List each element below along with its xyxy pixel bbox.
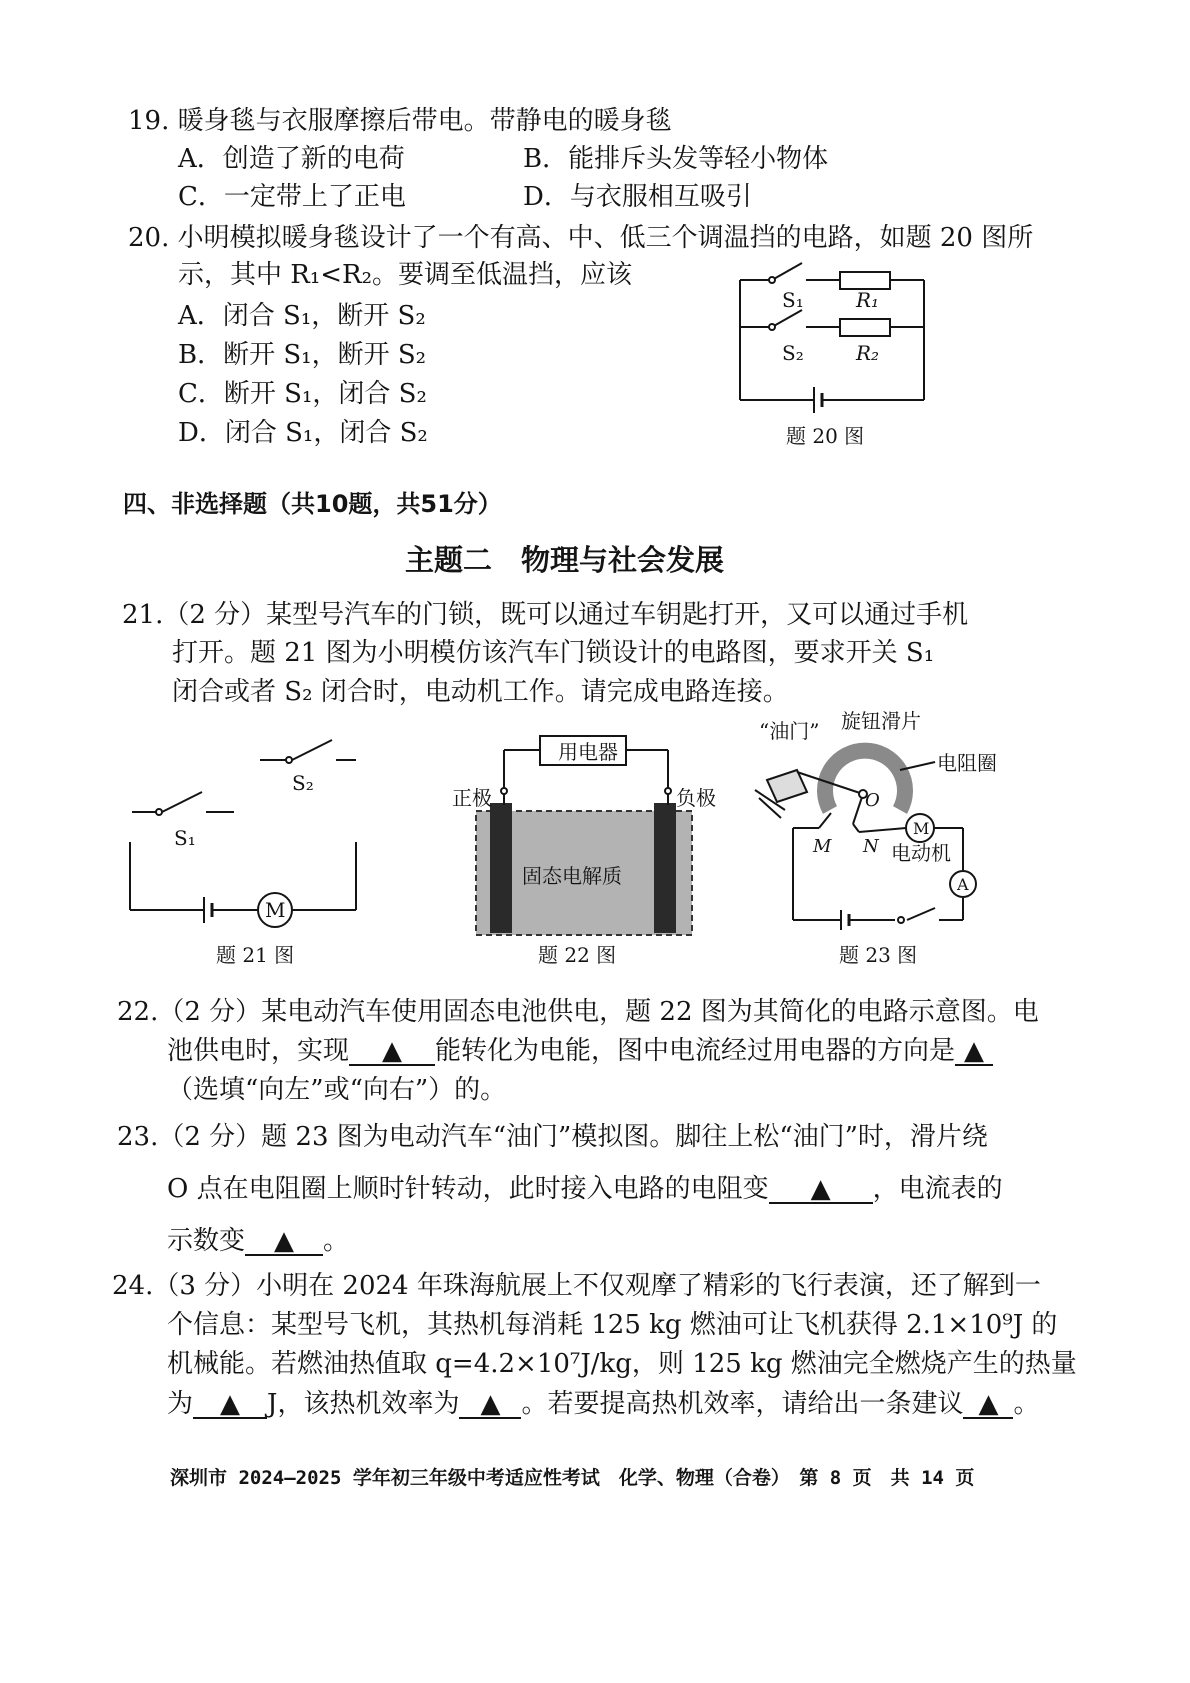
fig22-positive-label: 正极: [452, 786, 492, 810]
q19-option-c: C．一定带上了正电: [178, 182, 406, 212]
fig20-s2-label: S₂: [782, 341, 804, 365]
fig20-s1-label: S₁: [782, 288, 804, 312]
q20-stem-line1: 20. 小明模拟暖身毯设计了一个有高、中、低三个调温挡的电路，如题 20 图所: [128, 223, 1034, 253]
positive-electrode: [490, 803, 512, 933]
q21-line1: 21.（2 分）某型号汽车的门锁，既可以通过车钥匙打开，又可以通过手机: [122, 600, 969, 630]
fig23-coil-label: 电阻圈: [937, 751, 997, 775]
q23-line3-part2: 。: [323, 1226, 350, 1256]
q23-line3: [167, 1220, 349, 1257]
q23-line3-part1: 示数变: [167, 1226, 246, 1256]
fig23-motor-symbol: M: [913, 819, 930, 838]
s1-contact-icon: [156, 809, 162, 815]
fig22-appliance-label: 用电器: [558, 740, 618, 764]
q22-line2-part2: 能转化为电能，图中电流经过用电器的方向是: [435, 1036, 956, 1066]
fig22-electrolyte-label: 固态电解质: [522, 864, 622, 888]
fig23-motor-label: 电动机: [891, 841, 951, 865]
section-4-heading: 四、非选择题（共10题，共51分）: [123, 490, 502, 518]
page-footer: 深圳市 2024—2025 学年初三年级中考适应性考试 化学、物理（合卷） 第 8 页 共 14 页: [170, 1467, 975, 1489]
q24-answer-blank-2: ▲: [459, 1391, 521, 1419]
fig23-m-label: M: [813, 836, 832, 857]
s2-contact-icon: [286, 757, 292, 763]
q21-line3: 闭合或者 S₂ 闭合时，电动机工作。请完成电路连接。: [172, 677, 789, 707]
fig23-n-label: N: [863, 836, 879, 857]
fig22-caption: 题 22 图: [538, 943, 617, 967]
s2-contact-icon: [769, 324, 775, 330]
fig21-caption: 题 21 图: [216, 943, 295, 967]
fig23-ammeter-symbol: A: [957, 875, 969, 894]
q19-option-a: A．创造了新的电荷: [178, 144, 405, 174]
q23-line2: [167, 1168, 1003, 1205]
figure-21-circuit: [120, 730, 380, 975]
fig21-s1-label: S₁: [174, 826, 196, 850]
q20-stem-line2: 示，其中 R₁<R₂。要调至低温挡，应该: [178, 260, 633, 290]
fig23-throttle-label: “油门”: [759, 719, 820, 743]
q23-line2-part1: O 点在电阻圈上顺时针转动，此时接入电路的电阻变: [167, 1174, 769, 1204]
q24-line3: 机械能。若燃油热值取 q=4.2×10⁷J/kg，则 125 kg 燃油完全燃烧产生的热量: [167, 1349, 1077, 1379]
q23-line1: 23.（2 分）题 23 图为电动汽车“油门”模拟图。脚往上松“油门”时，滑片绕: [117, 1122, 988, 1152]
q24-answer-blank-3: ▲: [963, 1391, 1013, 1419]
fig20-r1-label: R₁: [856, 288, 880, 312]
figure-23-throttle: [745, 700, 1035, 975]
q24-answer-blank-1: ▲: [193, 1391, 267, 1419]
q23-answer-blank-2: ▲: [245, 1228, 323, 1256]
switch-contact-icon: [898, 917, 904, 923]
theme-heading: 主题二 物理与社会发展: [405, 543, 725, 577]
q24-line4-part1: 为: [167, 1389, 194, 1419]
q20-option-b: B．断开 S₁，断开 S₂: [178, 340, 427, 370]
q22-line2: [167, 1030, 993, 1067]
q21-line2: 打开。题 21 图为小明模仿该汽车门锁设计的电路图，要求开关 S₁: [172, 638, 935, 668]
fig21-motor-label: M: [265, 898, 286, 922]
q22-answer-blank-1: ▲: [349, 1038, 435, 1066]
q24-line4-part3: 。若要提高热机效率，请给出一条建议: [521, 1389, 964, 1419]
fig23-slider-label: 旋钮滑片: [841, 709, 921, 733]
q24-line4-part2: J，该热机效率为: [267, 1389, 460, 1419]
s1-contact-icon: [769, 277, 775, 283]
q24-line1: 24.（3 分）小明在 2024 年珠海航展上不仅观摩了精彩的飞行表演，还了解到一: [112, 1271, 1041, 1301]
q22-line2-part1: 池供电时，实现: [167, 1036, 350, 1066]
fig21-s2-label: S₂: [292, 771, 314, 795]
q22-answer-blank-2: ▲: [955, 1038, 993, 1066]
fig23-caption: 题 23 图: [839, 943, 918, 967]
q22-line3: （选填“向左”或“向右”）的。: [167, 1075, 507, 1105]
q19-option-d: D．与衣服相互吸引: [523, 182, 752, 212]
q24-line4: [167, 1383, 1039, 1420]
positive-terminal-icon: [501, 788, 507, 794]
q20-option-d: D．闭合 S₁，闭合 S₂: [178, 418, 428, 448]
figure-22-battery: [440, 725, 730, 975]
q20-option-c: C．断开 S₁，闭合 S₂: [178, 379, 427, 409]
negative-terminal-icon: [665, 788, 671, 794]
q20-option-a: A．闭合 S₁，断开 S₂: [178, 301, 426, 331]
q23-line2-part2: ，电流表的: [872, 1174, 1003, 1204]
q19-stem: 19. 暖身毯与衣服摩擦后带电。带静电的暖身毯: [128, 106, 672, 136]
negative-electrode: [654, 803, 676, 933]
figure-20-circuit: [730, 255, 940, 455]
q24-line4-part4: 。: [1013, 1389, 1040, 1419]
q22-line1: 22.（2 分）某电动汽车使用固态电池供电，题 22 图为其简化的电路示意图。电: [117, 997, 1039, 1027]
fig22-negative-label: 负极: [676, 786, 716, 810]
fig23-o-label: O: [865, 790, 880, 811]
q23-answer-blank-1: ▲: [769, 1176, 873, 1204]
q19-option-b: B．能排斥头发等轻小物体: [523, 144, 829, 174]
q24-line2: 个信息：某型号飞机，其热机每消耗 125 kg 燃油可让飞机获得 2.1×10⁹J 的: [167, 1310, 1058, 1340]
fig20-caption: 题 20 图: [786, 424, 865, 448]
fig20-r2-label: R₂: [856, 341, 880, 365]
